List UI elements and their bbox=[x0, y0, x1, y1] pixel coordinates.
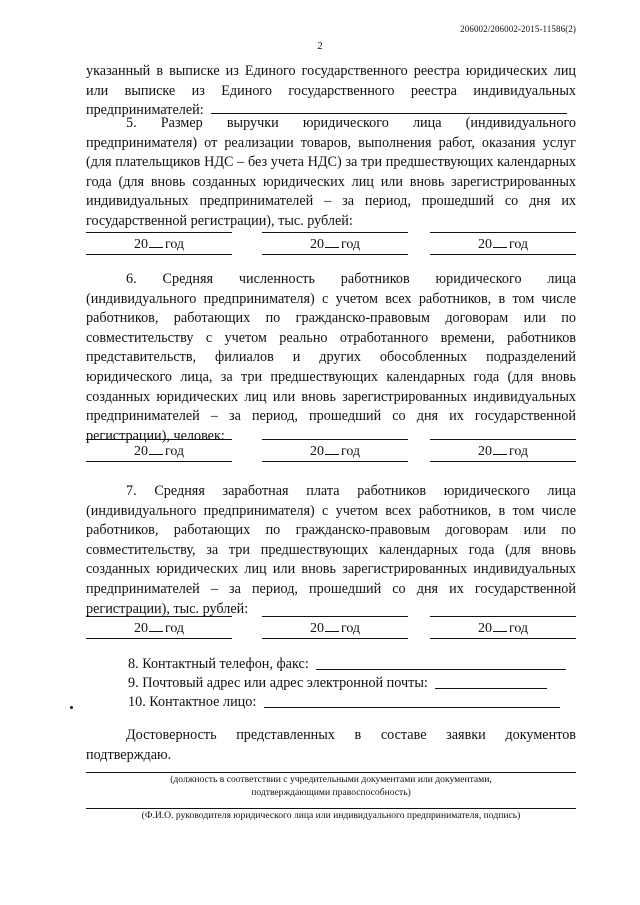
name-signature-line[interactable] bbox=[86, 808, 576, 809]
year-field[interactable]: 20 год bbox=[86, 435, 232, 479]
year-field[interactable]: 20 год bbox=[86, 612, 232, 656]
confirmation-paragraph bbox=[86, 726, 576, 765]
page-number: 2 bbox=[317, 40, 323, 52]
margin-dot bbox=[70, 706, 73, 709]
contact-phone-field[interactable] bbox=[316, 657, 566, 670]
year-field[interactable]: 20 год bbox=[86, 228, 232, 272]
contact-person-label: 10. Контактное лицо: bbox=[128, 694, 257, 710]
document-id: 206002/206002-2015-11586(2) bbox=[460, 24, 576, 34]
item-7-years bbox=[86, 612, 576, 656]
contact-phone-label: 8. Контактный телефон, факс: bbox=[128, 656, 309, 672]
year-field[interactable]: 20 год bbox=[430, 435, 576, 479]
intro-text: указанный в выписке из Единого государственного реестра юридических лиц или выписке из Единого государственного реестра индивидуальных предпринимателей: bbox=[86, 63, 576, 119]
item-6-text: 6. Средняя численность работников юридического лица (индивидуального предпринимателя) с учетом всех работников, в том числе работников, работающих по гражданско-правовым договорам или по совместительству с учетом реально отработанного времени, работников представительств, филиалов и других обособленных подразделений юридического лица, за три предшествующих календарных года (для вновь созданных юридических лиц или вновь зарегистрированных индивидуальных предпринимателей – за период, прошедший со дня их государственной регистрации), человек: bbox=[86, 271, 576, 444]
item-7-text: 7. Средняя заработная плата работников юридического лица (индивидуального предпринимателя) с учетом всех работников, в том числе работников, работающих по гражданско-правовым договорам или по совместительству, за три предшествующих календарных года (для вновь созданных юридических лиц или вновь зарегистрированных индивидуальных предпринимателей – за период, прошедший со дня их государственной регистрации), тыс. рублей: bbox=[86, 483, 576, 617]
contact-address-field[interactable] bbox=[435, 676, 547, 689]
year-field[interactable]: 20 год bbox=[430, 612, 576, 656]
intro-paragraph bbox=[86, 62, 576, 121]
year-field[interactable]: 20 год bbox=[430, 228, 576, 272]
intro-fill-line[interactable] bbox=[211, 101, 567, 114]
item-5-years bbox=[86, 228, 576, 272]
item-7-paragraph bbox=[86, 482, 576, 619]
item-6-paragraph bbox=[86, 270, 576, 446]
position-caption: (должность в соответствии с учредительными документами или документами, подтверждающими правоспособность) bbox=[170, 774, 492, 798]
item-6-years bbox=[86, 435, 576, 479]
year-field[interactable]: 20 год bbox=[262, 435, 408, 479]
position-signature-line[interactable] bbox=[86, 772, 576, 773]
contact-person-field[interactable] bbox=[264, 695, 560, 708]
contact-address-label: 9. Почтовый адрес или адрес электронной почты: bbox=[128, 675, 428, 691]
contact-address-row bbox=[128, 674, 547, 693]
year-field[interactable]: 20 год bbox=[262, 612, 408, 656]
item-5-paragraph bbox=[86, 114, 576, 232]
item-5-text: 5. Размер выручки юридического лица (индивидуального предпринимателя) от реализации товаров, выполнения работ, оказания услуг (для плательщиков НДС – без учета НДС) за три предшествующих календарных года (для вновь созданных юридических лиц или вновь зарегистрированных индивидуальных предпринимателей – за период, прошедший со дня их государственной регистрации), тыс. рублей: bbox=[86, 115, 576, 229]
contact-phone-row bbox=[128, 655, 566, 674]
year-field[interactable]: 20 год bbox=[262, 228, 408, 272]
name-caption: (Ф.И.О. руководителя юридического лица или индивидуального предпринимателя, подпись) bbox=[141, 810, 521, 821]
contact-person-row bbox=[128, 693, 560, 712]
confirmation-text: Достоверность представленных в составе заявки документов подтверждаю. bbox=[86, 727, 576, 763]
